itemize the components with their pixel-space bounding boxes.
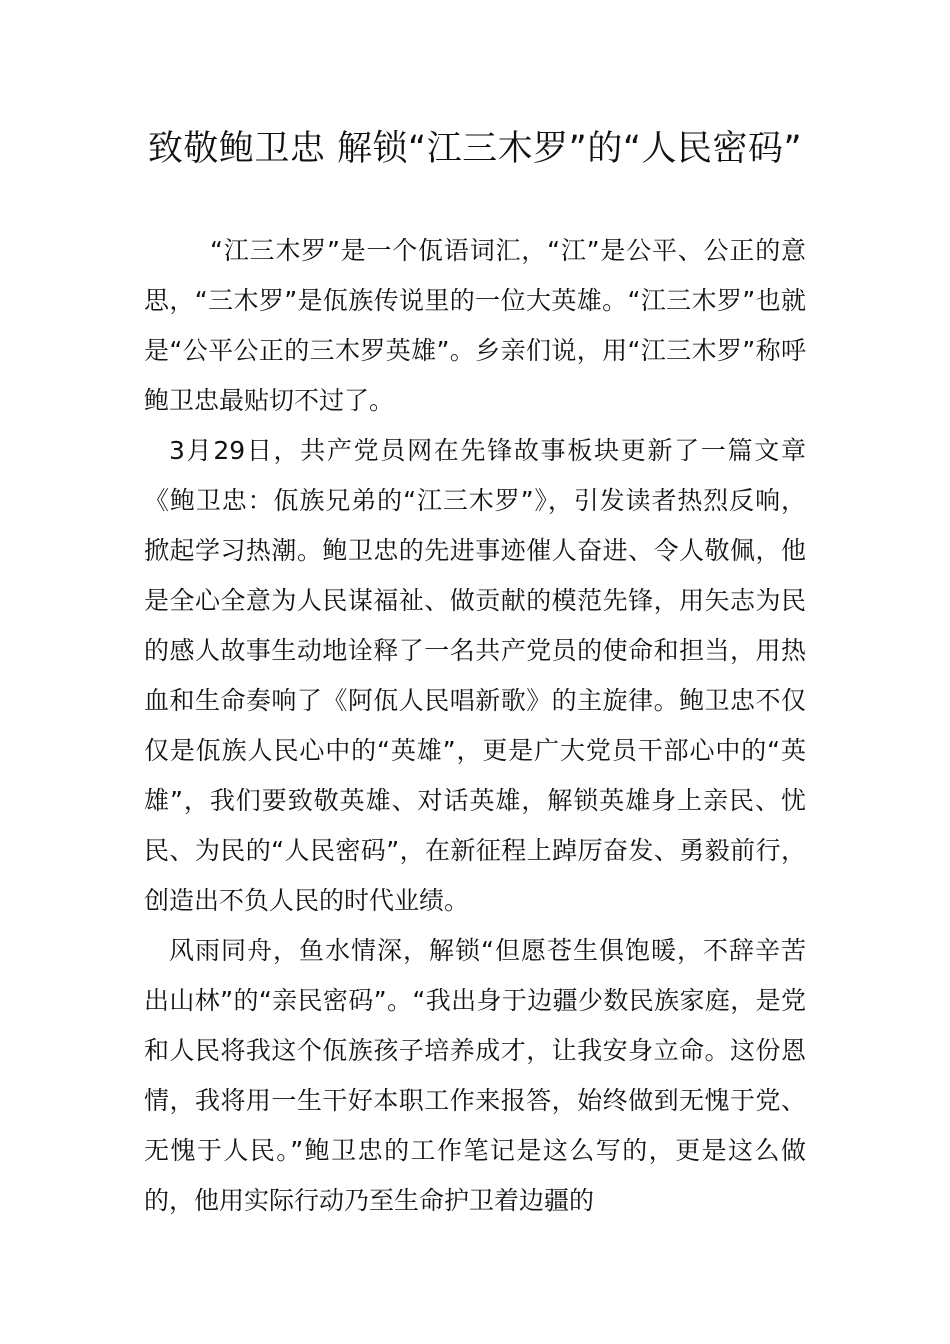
document-body <box>144 226 806 1226</box>
document-title: 致敬鲍卫忠 解锁“江三木罗”的“人民密码” <box>147 129 803 169</box>
paragraph-1: “江三木罗”是一个佤语词汇，“江”是公平、公正的意思，“三木罗”是佤族传说里的一位大英雄。“江三木罗”也就是“公平公正的三木罗英雄”。乡亲们说，用“江三木罗”称呼鲍卫忠最贴切不过了。 <box>144 236 806 415</box>
paragraph-2: 3月29日，共产党员网在先锋故事板块更新了一篇文章《鲍卫忠：佤族兄弟的“江三木罗”》，引发读者热烈反响，掀起学习热潮。鲍卫忠的先进事迹催人奋进、令人敬佩，他是全心全意为人民谋福祉、做贡献的模范先锋，用矢志为民的感人故事生动地诠释了一名共产党员的使命和担当，用热血和生命奏响了《阿佤人民唱新歌》的主旋律。鲍卫忠不仅仅是佤族人民心中的“英雄”，更是广大党员干部心中的“英雄”，我们要致敬英雄、对话英雄，解锁英雄身上亲民、忧民、为民的“人民密码”，在新征程上踔厉奋发、勇毅前行，创造出不负人民的时代业绩。 <box>144 436 806 915</box>
paragraph-3: 风雨同舟，鱼水情深，解锁“但愿苍生俱饱暖，不辞辛苦出山林”的“亲民密码”。“我出身于边疆少数民族家庭，是党和人民将我这个佤族孩子培养成才，让我安身立命。这份恩情，我将用一生干好本职工作来报答，始终做到无愧于党、无愧于人民。”鲍卫忠的工作笔记是这么写的，更是这么做的，他用实际行动乃至生命护卫着边疆的 <box>144 936 806 1215</box>
